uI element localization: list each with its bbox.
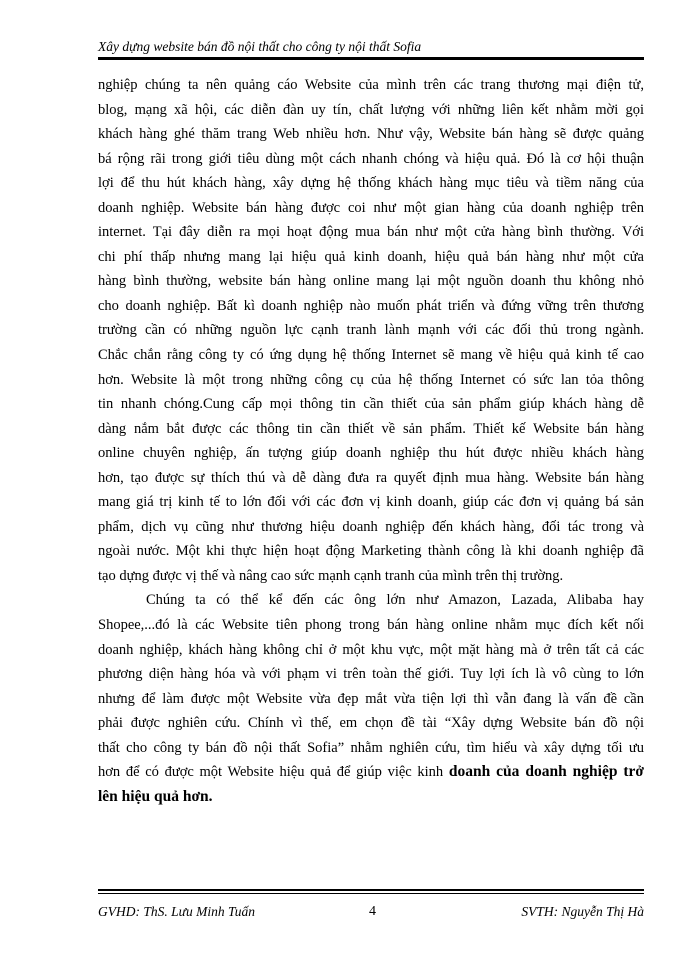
paragraph-line: thất cho công ty bán đồ nội thất Sofia” nhằm nghiên cứu, tìm hiểu và xây dựng tối ưu — [98, 739, 644, 756]
line-29-normal-text: hơn để có được một Website hiệu quả để giúp việc kinh — [98, 764, 449, 781]
paragraph-line: mang giá trị kinh tế to lớn đối với các đơn vị kinh doanh, giúp các đơn vị quảng bá sản — [98, 494, 644, 511]
footer-instructor: GVHD: ThS. Lưu Minh Tuấn — [98, 904, 256, 919]
paragraph-line — [98, 760, 644, 785]
paragraph-line: hàng bình thường, website bán hàng online mang lại một nguồn doanh thu không nhỏ — [98, 273, 644, 290]
paragraph-line: doanh nghiệp, khách hàng không chỉ ở một khu vực, một mặt hàng mà ở trên tất cả các — [98, 641, 644, 658]
paragraph-1 — [98, 73, 644, 588]
paragraph-line-final-bold: lên hiệu quả hơn. — [98, 787, 213, 805]
paragraph-line: Shopee,...đó là các Website tiên phong trong bán hàng online nhằm mục đích kết nối — [98, 617, 644, 634]
paragraph-line: bá rộng rãi trong giới tiêu dùng một cách nhanh chóng và hiệu quả. Đó là cơ hội thuận — [98, 150, 644, 167]
document-body — [98, 73, 644, 809]
footer-student: SVTH: Nguyễn Thị Hà — [521, 904, 644, 919]
paragraph-line: hơn. Website là một trong những công cụ của hệ thống Internet có sức lan tỏa thông — [98, 371, 644, 388]
page-header-title: Xây dựng website bán đồ nội thất cho công ty nội thất Sofia — [98, 39, 422, 54]
paragraph-line: phải được nghiên cứu. Chính vì thế, em chọn đề tài “Xây dựng Website bán đồ nội — [98, 715, 644, 732]
page-number: 4 — [369, 904, 376, 919]
paragraph-line: tạo dựng được vị thế và nâng cao sức mạnh cạnh tranh của mình trên thị trường. — [98, 567, 564, 584]
page-footer — [98, 903, 644, 921]
paragraph-line: lợi để thu hút khách hàng, xây dựng hệ thống khách hàng mục tiêu và tiềm năng của — [98, 175, 644, 192]
paragraph-line: phẩm, dịch vụ cũng như thương hiệu doanh nghiệp đến khách hàng, đối tác trong và — [98, 518, 644, 535]
paragraph-line: cho doanh nghiệp. Bất kì doanh nghiệp nào muốn phát triển và đứng vững trên thương — [98, 297, 644, 314]
paragraph-line: dàng nắm bắt được các thông tin cần thiết về sản phẩm. Thiết kế Website bán hàng — [98, 420, 644, 437]
paragraph-line: blog, mạng xã hội, các diễn đàn uy tín, chất lượng với những liên kết nhằm mời gọi — [98, 101, 644, 118]
paragraph-line: online chuyên nghiệp, ấn tượng giúp doanh nghiệp thu hút được nhiều khách hàng — [98, 445, 644, 462]
paragraph-line: chi phí thấp nhưng mang lại hiệu quả kinh doanh, hiệu quả bán hàng như một cửa — [98, 248, 644, 265]
paragraph-line: phương diện hàng hóa và với phạm vi trên toàn thế giới. Tuy lợi ích là vô cùng to lớn — [98, 666, 644, 683]
paragraph-2 — [98, 588, 644, 760]
paragraph-line: ngoài nước. Một khi thực hiện hoạt động Marketing thành công là khi doanh nghiệp đã — [98, 543, 644, 560]
line-29-bold-text: doanh của doanh nghiệp trở — [448, 763, 644, 781]
paragraph-line: internet. Tại đây diễn ra mọi hoạt động mua bán như một cửa hàng bình thường. Với — [98, 224, 644, 241]
paragraph-line: tin nhanh chóng.Cung cấp mọi thông tin cần thiết của sản phẩm giúp khách hàng dễ — [98, 396, 644, 413]
paragraph-line: khách hàng ghé thăm trang Web nhiều hơn. Như vậy, Website bán hàng sẽ được quảng — [98, 126, 644, 143]
paragraph-line: hơn, tạo được sự thích thú và dễ dàng đưa ra quyết định mua hàng. Website bán hàng — [98, 469, 644, 486]
paragraph-line: nhưng để làm được một Website vừa đẹp mắt vừa tiện lợi thì vẫn đang là vấn đề cần — [98, 690, 644, 707]
paragraph-line: Chắc chắn rằng công ty có ứng dụng hệ thống Internet sẽ mang về hiệu quả kinh tế cao — [98, 347, 644, 364]
paragraph-line: doanh nghiệp. Website bán hàng được coi như một gian hàng của doanh nghiệp trên — [98, 199, 644, 216]
paragraph-line: nghiệp chúng ta nên quảng cáo Website của mình trên các trang thương mại điện tử, — [98, 77, 644, 93]
header-divider — [98, 57, 644, 60]
header-divider-thick — [98, 58, 644, 60]
paragraph-line: trường cần có những nguồn lực cạnh tranh lành mạnh với các đối thủ trong ngành. — [98, 322, 644, 339]
footer-divider-thick — [98, 889, 644, 891]
paragraph-line: Chúng ta có thể kể đến các ông lớn như Amazon, Lazada, Alibaba hay — [146, 592, 644, 609]
footer-divider — [98, 889, 644, 894]
footer-divider-thin — [98, 893, 644, 894]
